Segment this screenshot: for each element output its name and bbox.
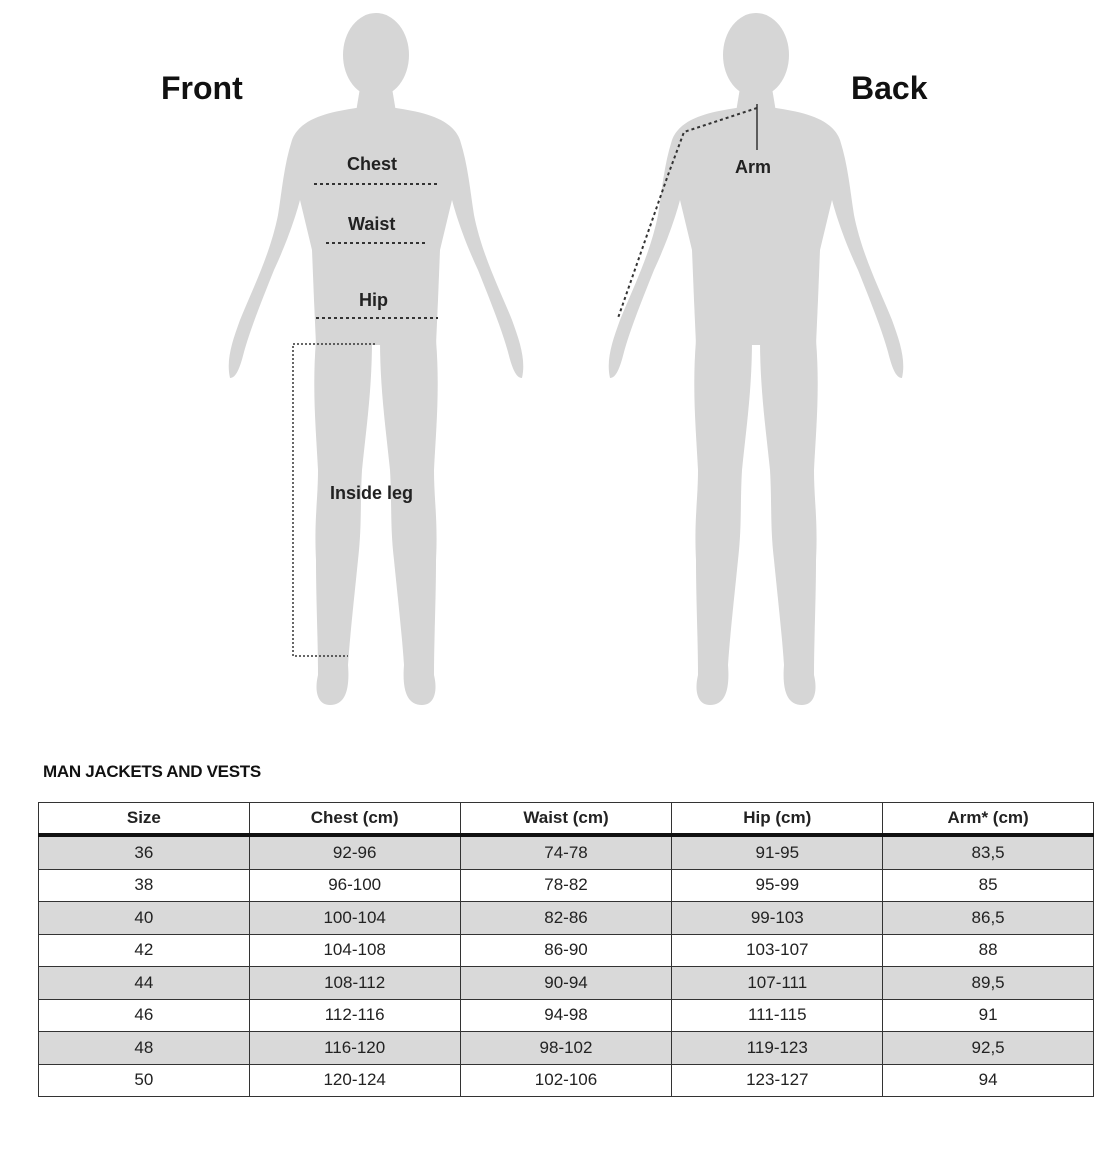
table-row: [39, 934, 1094, 967]
front-view-title: Front: [161, 70, 243, 106]
table-row: [39, 835, 1094, 869]
cell-size: 48: [39, 1032, 250, 1065]
cell-size: 46: [39, 999, 250, 1032]
table-row: [39, 869, 1094, 902]
table-row: [39, 902, 1094, 935]
cell-size: 38: [39, 869, 250, 902]
cell-waist: 82-86: [460, 902, 672, 935]
cell-hip: 95-99: [672, 869, 883, 902]
table-row: [39, 999, 1094, 1032]
table-row: [39, 1064, 1094, 1097]
cell-waist: 86-90: [460, 934, 672, 967]
header-arm: Arm* (cm): [883, 803, 1094, 836]
cell-size: 44: [39, 967, 250, 1000]
cell-hip: 111-115: [672, 999, 883, 1032]
cell-chest: 104-108: [249, 934, 460, 967]
table-header-row: [39, 803, 1094, 836]
cell-chest: 100-104: [249, 902, 460, 935]
cell-size: 36: [39, 835, 250, 869]
cell-hip: 107-111: [672, 967, 883, 1000]
cell-hip: 119-123: [672, 1032, 883, 1065]
header-size: Size: [39, 803, 250, 836]
cell-waist: 94-98: [460, 999, 672, 1032]
cell-chest: 120-124: [249, 1064, 460, 1097]
table-title: MAN JACKETS AND VESTS: [43, 762, 261, 781]
size-table: [38, 802, 1094, 1097]
cell-waist: 98-102: [460, 1032, 672, 1065]
table-row: [39, 1032, 1094, 1065]
cell-hip: 123-127: [672, 1064, 883, 1097]
hip-label: Hip: [359, 290, 388, 310]
inside-leg-label: Inside leg: [330, 483, 414, 503]
cell-waist: 102-106: [460, 1064, 672, 1097]
header-chest: Chest (cm): [249, 803, 460, 836]
cell-arm: 83,5: [883, 835, 1094, 869]
cell-chest: 96-100: [249, 869, 460, 902]
cell-hip: 103-107: [672, 934, 883, 967]
back-silhouette: [609, 13, 904, 705]
cell-arm: 89,5: [883, 967, 1094, 1000]
cell-arm: 86,5: [883, 902, 1094, 935]
cell-arm: 85: [883, 869, 1094, 902]
header-hip: Hip (cm): [672, 803, 883, 836]
cell-chest: 112-116: [249, 999, 460, 1032]
cell-chest: 108-112: [249, 967, 460, 1000]
cell-chest: 92-96: [249, 835, 460, 869]
arm-label: Arm: [735, 157, 772, 177]
cell-arm: 91: [883, 999, 1094, 1032]
cell-arm: 88: [883, 934, 1094, 967]
header-waist: Waist (cm): [460, 803, 672, 836]
cell-size: 42: [39, 934, 250, 967]
table-row: [39, 967, 1094, 1000]
cell-waist: 78-82: [460, 869, 672, 902]
cell-chest: 116-120: [249, 1032, 460, 1065]
cell-waist: 74-78: [460, 835, 672, 869]
cell-size: 40: [39, 902, 250, 935]
back-view-title: Back: [851, 70, 928, 106]
cell-hip: 91-95: [672, 835, 883, 869]
chest-label: Chest: [347, 154, 398, 174]
cell-hip: 99-103: [672, 902, 883, 935]
cell-size: 50: [39, 1064, 250, 1097]
waist-label: Waist: [348, 214, 396, 234]
front-silhouette: [229, 13, 524, 705]
cell-arm: 94: [883, 1064, 1094, 1097]
cell-arm: 92,5: [883, 1032, 1094, 1065]
cell-waist: 90-94: [460, 967, 672, 1000]
